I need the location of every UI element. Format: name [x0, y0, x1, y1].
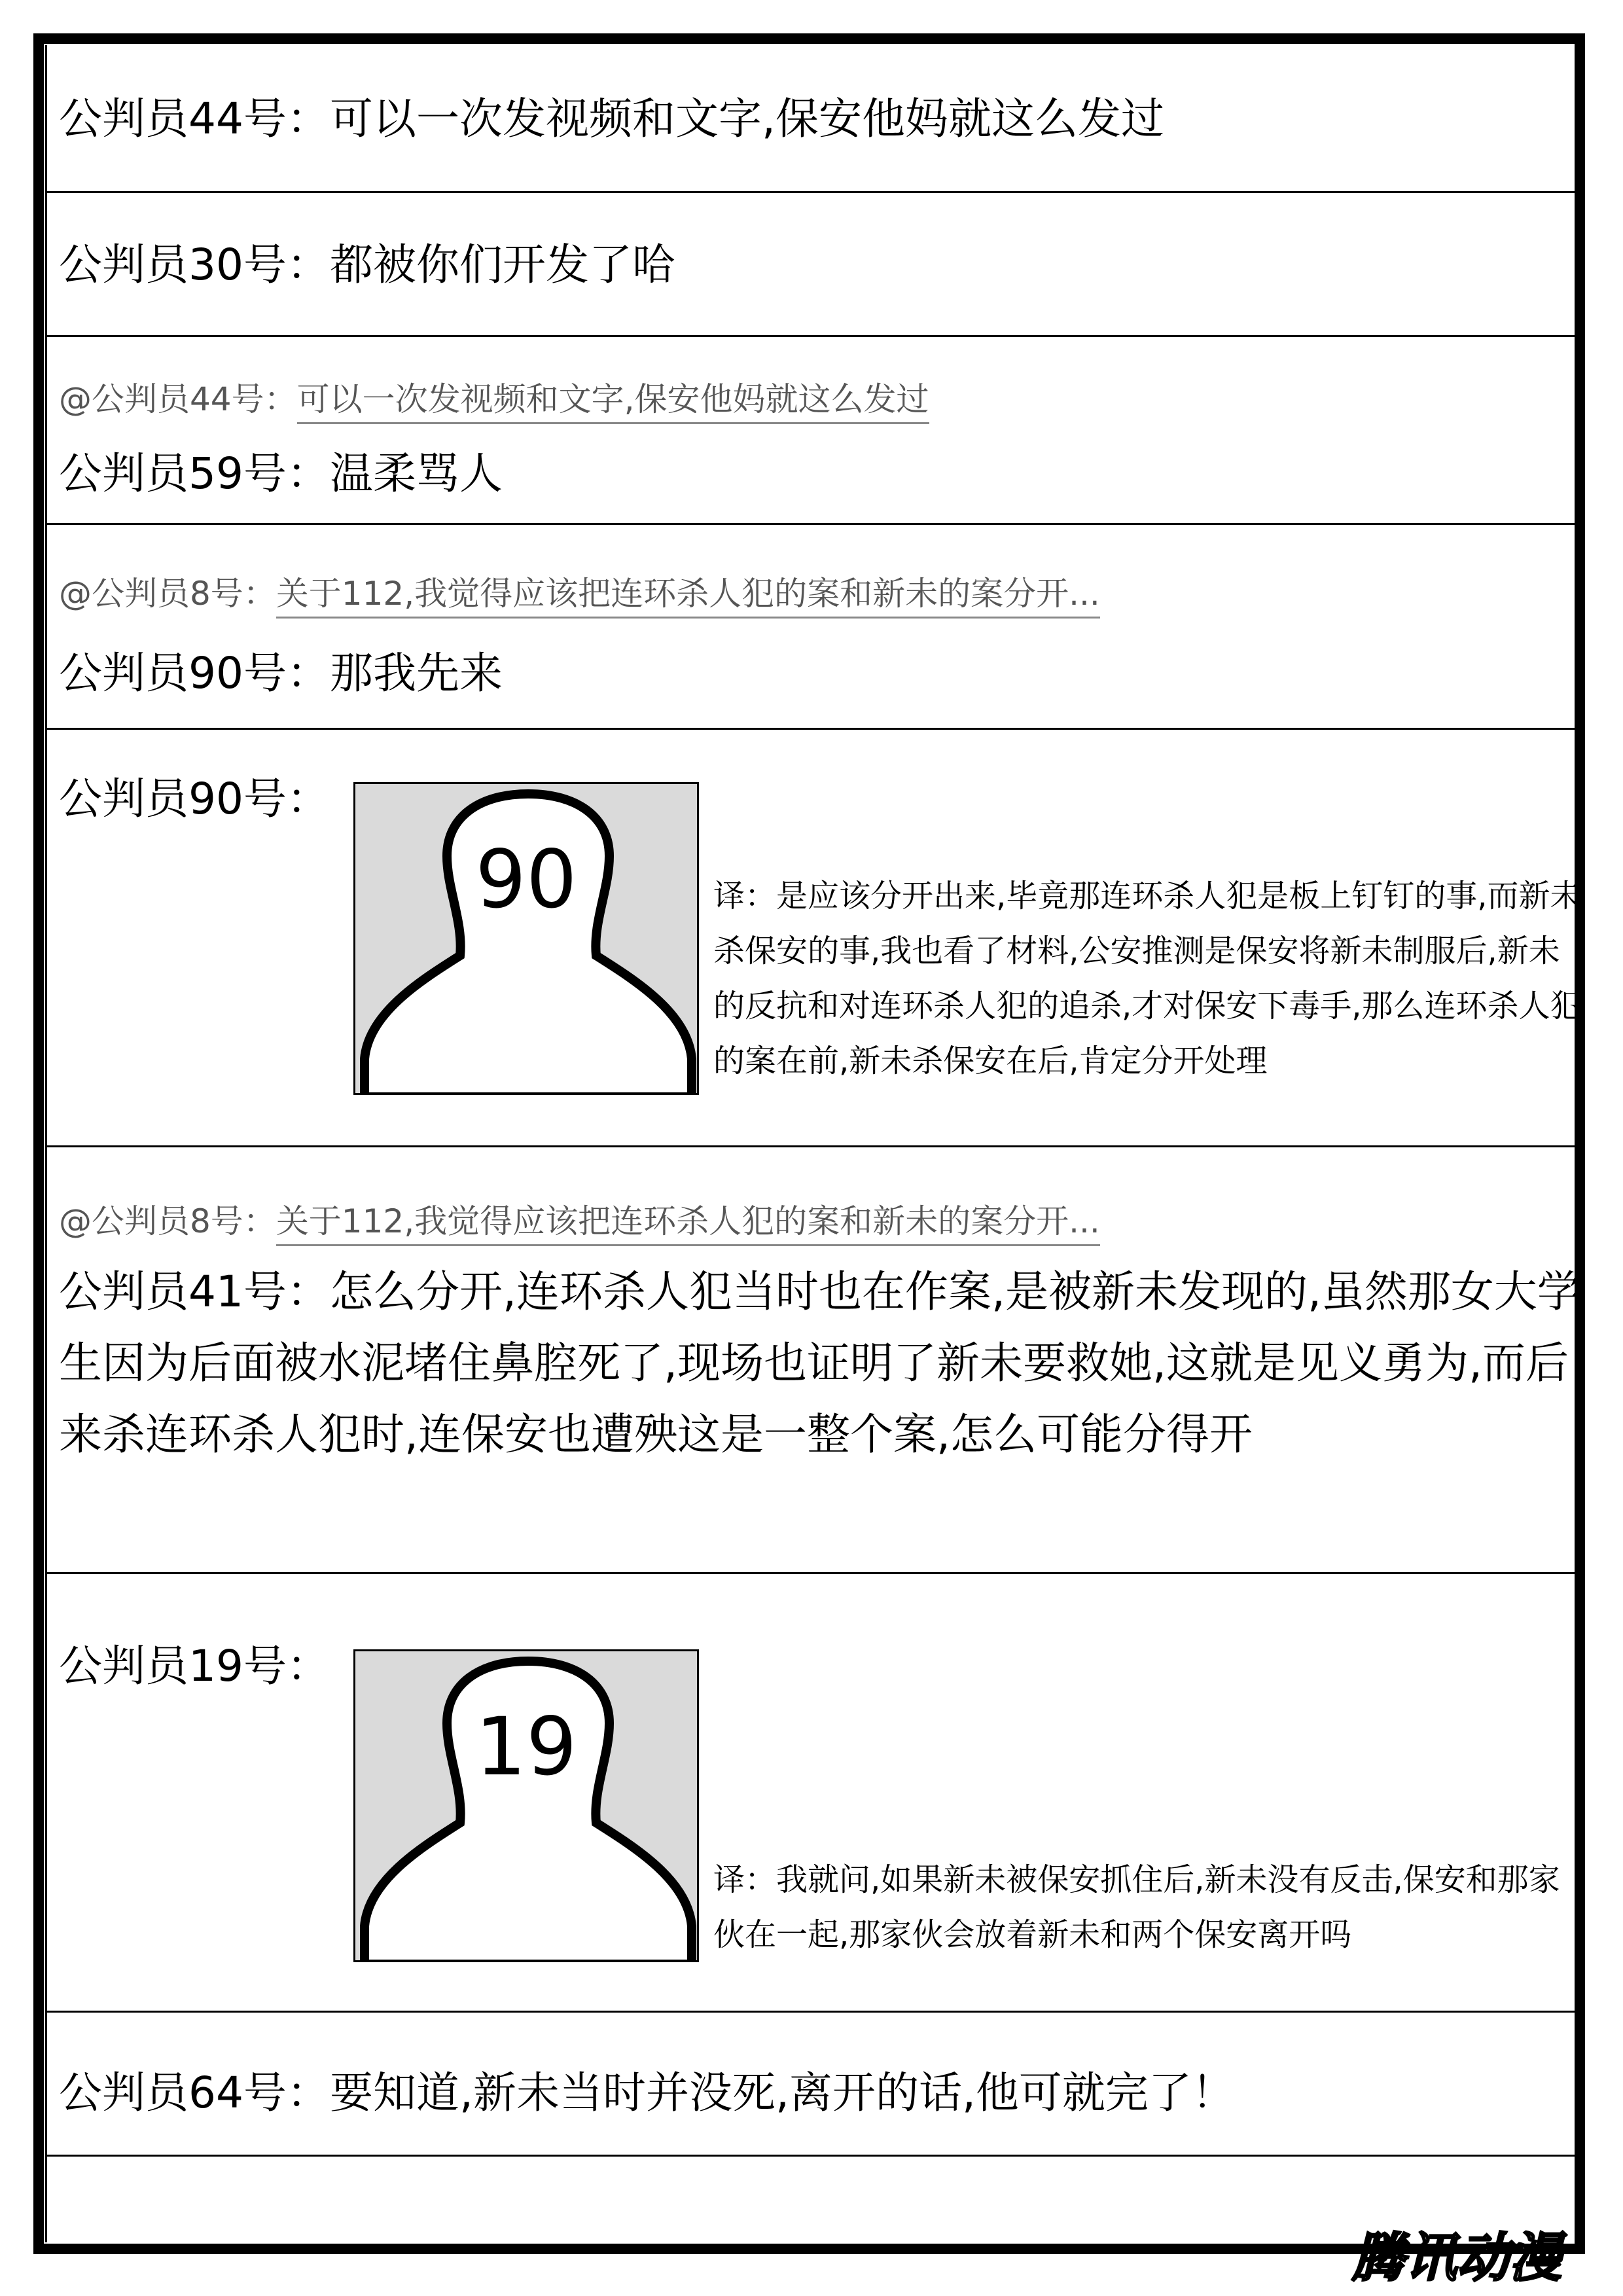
comment-speaker: 公判员30号： — [59, 240, 330, 290]
comment-row — [47, 193, 1576, 337]
comment-row — [47, 2013, 1576, 2157]
comment-body: 温柔骂人 — [329, 448, 503, 499]
quoted-reply — [59, 380, 929, 418]
comment-speaker: 公判员59号： — [59, 448, 330, 499]
comment-text — [59, 648, 503, 698]
comment-row — [47, 730, 1582, 1147]
comment-text — [59, 2068, 1235, 2118]
comment-row — [47, 45, 1576, 193]
comment-speaker: 公判员64号： — [59, 2068, 330, 2118]
comment-text — [59, 240, 675, 290]
translation-text: 译：是应该分开出来,毕竟那连环杀人犯是板上钉钉的事,而新未杀保安的事,我也看了材料,公安推测是保安将新未制服后,新未的反抗和对连环杀人犯的追杀,才对保安下毒手,那么连环杀人犯的案在前,新未杀保安在后,肯定分开处理 — [713, 878, 1582, 1079]
comment-row — [47, 1147, 1580, 1574]
comment-speaker: 公判员90号： — [59, 648, 330, 698]
comment-body: 要知道,新未当时并没死,离开的话,他可就完了！ — [329, 2068, 1235, 2118]
comment-row — [47, 1574, 1576, 2013]
comment-row — [47, 337, 1576, 525]
comment-body: 那我先来 — [329, 648, 503, 698]
quoted-reply — [59, 1202, 1100, 1240]
comment-body: 可以一次发视频和文字,保安他妈就这么发过 — [329, 94, 1164, 144]
comment-body: 公判员41号：怎么分开,连环杀人犯当时也在作案,是被新未发现的,虽然那女大学生因为后面被水泥堵住鼻腔死了,现场也证明了新未要救她,这就是见义勇为,而后来杀连环杀人犯时,连保安也遭殃这是一整个案,怎么可能分得开 — [59, 1266, 1580, 1460]
comment-body: 都被你们开发了哈 — [329, 240, 675, 290]
comment-row — [47, 525, 1576, 730]
translation-text: 译：我就问,如果新未被保安抓住后,新未没有反击,保安和那家伙在一起,那家伙会放着新未和两个保安离开吗 — [713, 1861, 1560, 1953]
quote-text: 关于112,我觉得应该把连环杀人犯的案和新未的案分开... — [276, 575, 1100, 619]
quote-text: 关于112,我觉得应该把连环杀人犯的案和新未的案分开... — [276, 1202, 1100, 1246]
silhouette-icon — [355, 1651, 699, 1962]
avatar — [353, 1649, 699, 1962]
silhouette-icon — [355, 784, 699, 1095]
quote-user: @公判员8号： — [59, 1202, 276, 1240]
comment-speaker: 公判员90号： — [59, 774, 330, 824]
avatar — [353, 782, 699, 1095]
comment-speaker: 公判员44号： — [59, 94, 330, 144]
quoted-reply — [59, 575, 1100, 613]
comment-list — [45, 45, 1582, 2242]
comment-speaker: 公判员19号： — [59, 1641, 330, 1691]
quote-user: @公判员44号： — [59, 380, 297, 418]
comment-text — [59, 448, 503, 499]
avatar-number: 90 — [475, 833, 577, 926]
watermark-logo: 腾讯动漫 — [1352, 2227, 1561, 2288]
comment-text — [59, 94, 1164, 144]
quote-user: @公判员8号： — [59, 575, 276, 613]
avatar-number: 19 — [475, 1700, 577, 1793]
quote-text: 可以一次发视频和文字,保安他妈就这么发过 — [297, 380, 929, 424]
